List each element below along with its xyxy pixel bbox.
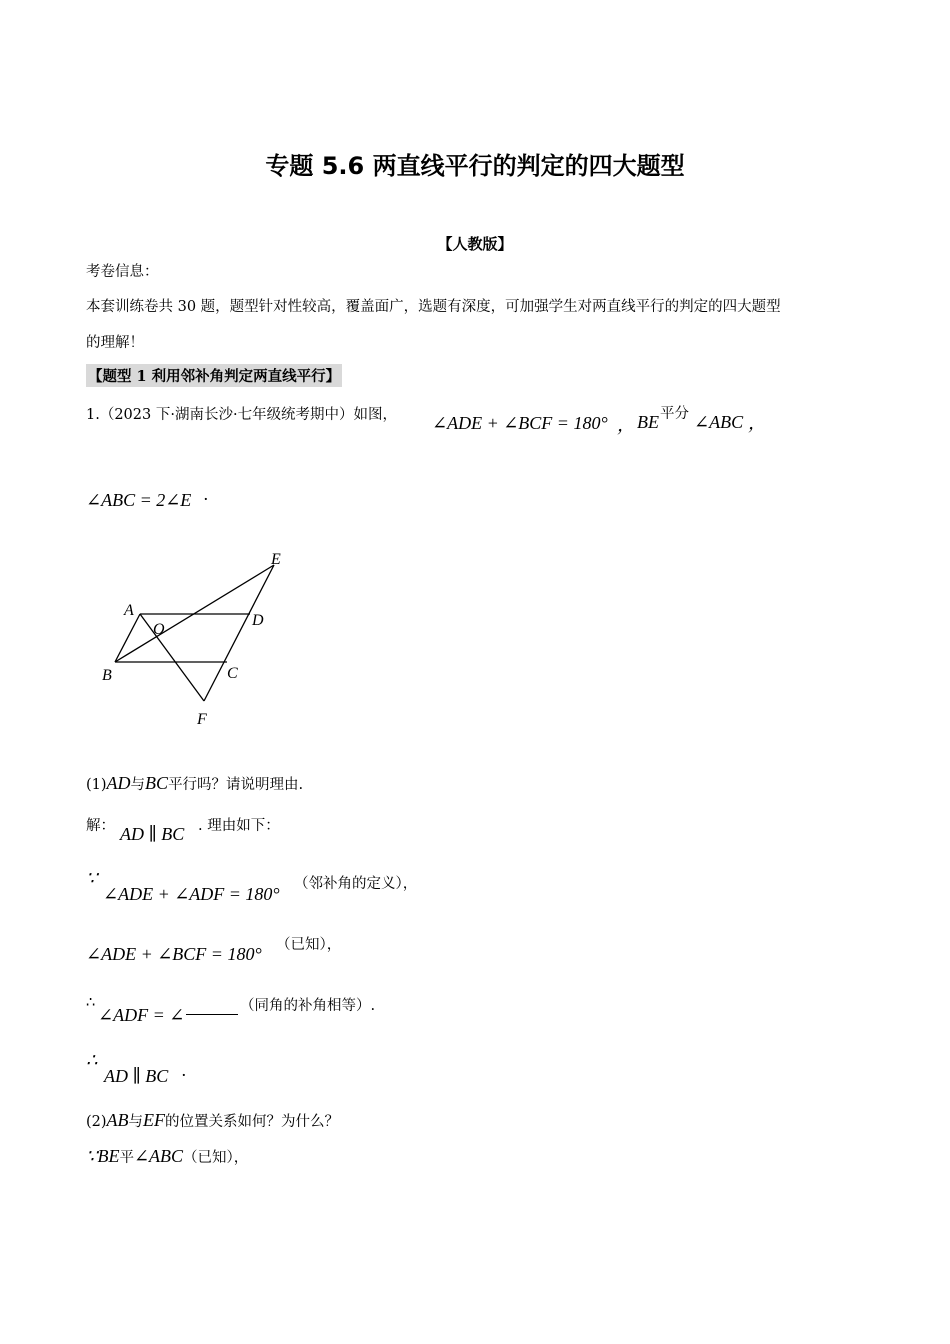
part1-step4-math: AD ∥ BC [104,1066,169,1086]
answer-blank[interactable] [186,1000,238,1015]
part1-answer-math: AD ∥ BC [120,824,185,844]
part1-answer-label: 解： [86,818,115,834]
part1-step1-reason: （邻补角的定义）， [294,876,418,892]
point-label-o: O [153,621,165,638]
geometry-figure [96,545,296,735]
part2-step1 [86,1146,248,1167]
intro-line-1: 本套训练卷共 30 题，题型针对性较高，覆盖面广，选题有深度，可加强学生对两直线平行的判定的四大题型 [86,299,781,315]
part1-yu: 与 [130,777,146,793]
edition-label: 【人教版】 [437,235,513,253]
part2-ab: AB [106,1110,129,1130]
problem-condition-3: ∠ABC = 2∠E [86,490,192,510]
part2-question-text: 的位置关系如何？为什么？ [165,1114,340,1130]
part1-step4-period: . [182,1060,187,1080]
part2-question [86,1110,339,1131]
part1-number: (1) [86,777,107,793]
part1-step2-reason: （已知）， [276,937,342,953]
part1-bc: BC [145,773,169,793]
part2-abc: ∠ABC [133,1146,184,1166]
problem-comma-1: ， [617,415,635,435]
problem-period: . [204,484,209,504]
part1-question [86,773,303,794]
therefore-symbol-2: ∴ [86,1050,98,1070]
part2-ping: 平 [119,1150,134,1166]
part2-ef: EF [143,1110,166,1130]
page-title: 专题 5.6 两直线平行的判定的四大题型 [265,152,685,180]
part1-answer-text: . 理由如下： [198,818,280,834]
info-label: 考卷信息： [86,264,159,280]
problem-bisect-word: 平分 [660,406,689,422]
part1-step3-math: ∠ADF = ∠ [98,1005,185,1025]
problem-condition-1: ∠ADE + ∠BCF = 180° [432,413,608,433]
part1-question-text: 平行吗？请说明理由. [168,777,304,793]
point-label-a: A [124,602,134,619]
segment-be [115,565,274,662]
part1-step3-reason: （同角的补角相等）. [240,998,376,1014]
part2-number: (2) [86,1114,107,1130]
part1-step1-math: ∠ADE + ∠ADF = 180° [103,884,280,904]
therefore-symbol-1: ∴ [86,995,96,1011]
part1-ad: AD [106,773,131,793]
point-label-d: D [252,612,264,629]
problem-abc: ∠ABC [694,412,744,432]
section-heading: 【题型 1 利用邻补角判定两直线平行】 [86,364,342,387]
because-symbol-1: ∵ [86,868,98,888]
point-label-b: B [102,667,112,684]
part2-step1-reason: （已知）， [183,1150,249,1166]
intro-line-2: 的理解！ [86,335,144,351]
point-label-c: C [227,665,238,682]
problem-prefix: 1.（2023 下·湖南长沙·七年级统考期中）如图， [86,407,398,423]
point-label-f: F [197,711,207,728]
part1-step2-math: ∠ADE + ∠BCF = 180° [86,944,262,964]
problem-comma-2: ， [748,413,766,433]
problem-be: BE [637,412,659,432]
because-symbol-2: ∵ [86,1146,98,1166]
point-label-e: E [271,551,281,568]
part2-yu: 与 [128,1114,144,1130]
segment-ef [204,565,274,701]
part2-be: BE [97,1146,120,1166]
